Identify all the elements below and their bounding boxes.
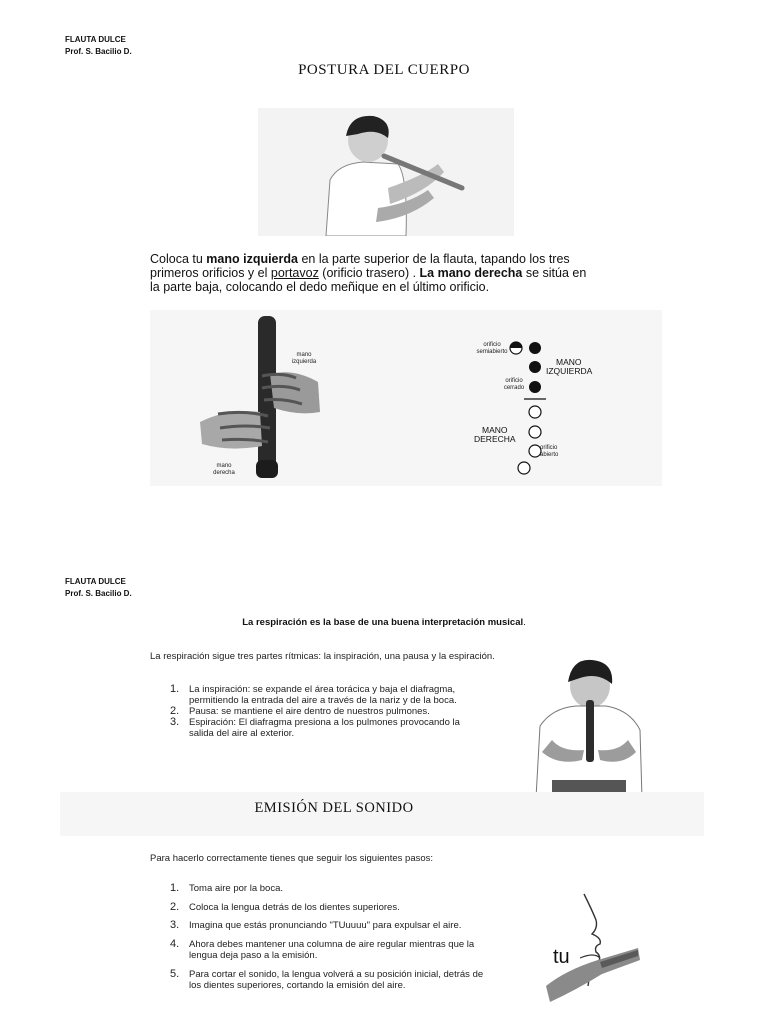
emision-step-number: 2.: [170, 900, 180, 913]
emision-intro: Para hacerlo correctamente tienes que seguir los siguientes pasos:: [150, 853, 434, 864]
emision-step-text: Imagina que estás pronunciando "TUuuuu" para expulsar el aire.: [189, 920, 462, 931]
doc-header-title-2: FLAUTA DULCE: [65, 577, 126, 586]
boy-recorder-illustration: [532, 656, 644, 798]
emision-step-3: [170, 920, 530, 932]
breathing-step-number: 2.: [170, 705, 180, 717]
hole-7: [518, 462, 530, 474]
breathing-step-1: [170, 684, 520, 706]
boy-posture-illustration: [258, 108, 514, 236]
emision-step-text: Para cortar el sonido, la lengua volverá a su posición inicial, detrás de: [189, 968, 484, 980]
emision-step-number: 3.: [170, 919, 180, 931]
emision-step-number: 4.: [170, 937, 180, 950]
emision-step-text: Ahora debes mantener una columna de aire regular mientras que la: [189, 938, 475, 950]
hands-recorder-illustration: [198, 312, 326, 482]
breathing-steps: [170, 684, 520, 739]
emision-step-text: Toma aire por la boca.: [189, 883, 283, 894]
emision-step-number: 5.: [170, 967, 180, 980]
label-orificio-abierto: orificio abierto: [540, 445, 559, 458]
boy-recorder-photo: [532, 656, 644, 798]
label-mano-derecha-diagram: MANO DERECHA: [474, 425, 516, 444]
emision-steps: [170, 883, 530, 999]
breathing-step-text-cont: permitiendo la entrada del aire a través de la nariz y de la boca.: [189, 695, 457, 706]
breathing-intro: La respiración sigue tres partes rítmicas: la inspiración, una pausa y la espiración.: [150, 651, 495, 662]
emision-step-text: Coloca la lengua detrás de los dientes superiores.: [189, 901, 400, 913]
emision-step-4: [170, 939, 530, 962]
emision-step-1: [170, 883, 530, 895]
hole-2: [529, 361, 541, 373]
section-title-emision: EMISIÓN DEL SONIDO: [254, 800, 414, 816]
breathing-step-number: 1.: [170, 683, 180, 695]
emision-step-5: [170, 969, 530, 992]
hole-1: [529, 342, 541, 354]
label-mano-izquierda-diagram: MANO IZQUIERDA: [546, 357, 593, 376]
breathing-step-text-cont: salida del aire al exterior.: [189, 728, 295, 739]
label-mano-izquierda: mano izquierda: [291, 352, 317, 365]
breathing-lead: La respiración es la base de una buena interpretación musical.: [242, 617, 526, 628]
label-orificio-semiabierto: orificio semiabierto: [476, 342, 508, 355]
boy-posture-photo: [258, 108, 514, 236]
breathing-step-text: Espiración: El diafragma presiona a los pulmones provocando la: [189, 717, 460, 728]
breathing-step-text: La inspiración: se expande el área torácica y baja el diafragma,: [189, 684, 456, 695]
breathing-step-3: [170, 717, 520, 739]
hands-recorder-photo: [198, 312, 326, 482]
page-title-postura: POSTURA DEL CUERPO: [298, 62, 470, 78]
breathing-step-number: 3.: [170, 716, 180, 728]
label-mano-derecha: mano derecha: [213, 463, 235, 476]
tu-syllable-label: tu: [553, 946, 570, 968]
emision-step-text-cont: los dientes superiores, cortando la emisión del aire.: [189, 980, 406, 991]
hole-5: [529, 426, 541, 438]
doc-header-title: FLAUTA DULCE: [65, 35, 126, 44]
breathing-step-text: Pausa: se mantiene el aire dentro de nuestros pulmones.: [189, 706, 430, 717]
label-orificio-cerrado: orificio cerrado: [503, 378, 525, 391]
hole-4: [529, 406, 541, 418]
doc-header-author: Prof. S. Bacilio D.: [65, 47, 132, 56]
emision-step-text-cont: lengua deja paso a la emisión.: [189, 950, 318, 961]
emision-step-2: [170, 902, 530, 914]
doc-header-author-2: Prof. S. Bacilio D.: [65, 589, 132, 598]
emision-step-number: 1.: [170, 882, 180, 894]
breathing-step-2: [170, 706, 520, 717]
posture-instructions: Coloca tu mano izquierda en la parte superior de la flauta, tapando los tres primeros orificios y el portavoz (orificio trasero) . La mano derecha se sitúa en la parte baja, colocando el dedo meñique en el último orificio.: [150, 252, 587, 294]
